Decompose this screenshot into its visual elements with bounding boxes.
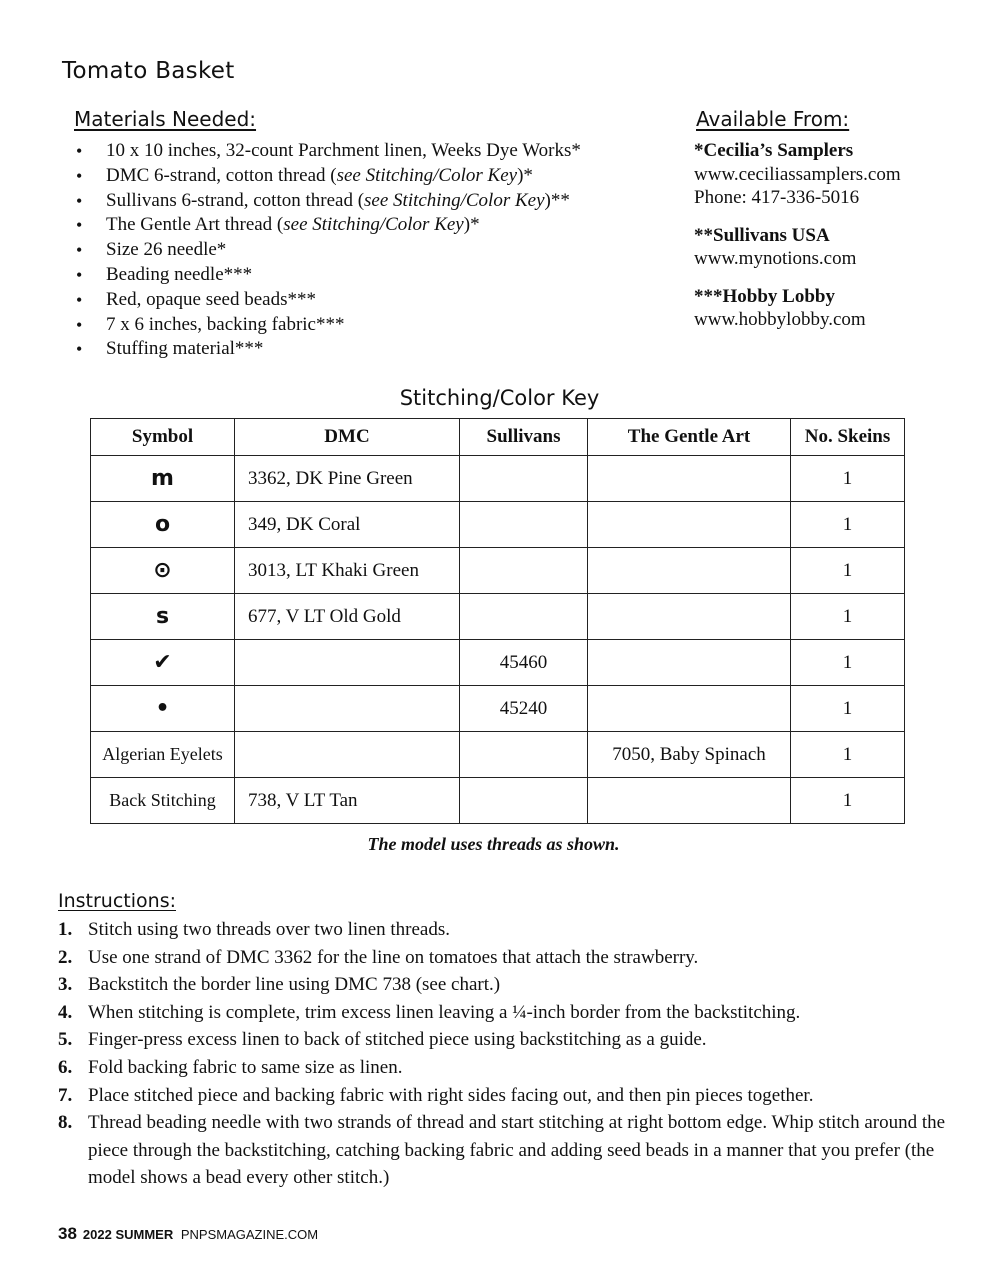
vendor-entry bbox=[694, 139, 984, 210]
vendor-marker: *** bbox=[694, 285, 723, 307]
sullivans-cell bbox=[460, 548, 588, 594]
skeins-cell: 1 bbox=[791, 548, 905, 594]
instruction-step bbox=[58, 916, 958, 944]
materials-item-text: )* bbox=[517, 164, 533, 186]
step-number: 6. bbox=[58, 1056, 73, 1078]
table-row bbox=[91, 548, 905, 594]
page-footer bbox=[58, 1224, 318, 1244]
materials-item-text: 10 x 10 inches, 32-count Parchment linen, Weeks Dye Works* bbox=[106, 140, 581, 161]
table-row bbox=[91, 686, 905, 732]
site-label: PNPSMAGAZINE.COM bbox=[180, 1227, 319, 1242]
sullivans-cell bbox=[460, 456, 588, 502]
materials-item-text: Sullivans 6-strand, cotton thread ( bbox=[106, 189, 365, 211]
col-header-skeins: No. Skeins bbox=[791, 419, 905, 456]
step-number: 5. bbox=[58, 1029, 73, 1051]
instruction-step bbox=[58, 1109, 958, 1192]
step-number: 8. bbox=[58, 1112, 73, 1134]
step-text: Thread beading needle with two strands of thread and start stitching at right bottom edge. Whip stitch around the piece through the backstitching, catching backing fabric and adding seed beads in a manner that you prefer (the model shows a bead every other stitch.) bbox=[88, 1112, 946, 1189]
instruction-step bbox=[58, 1026, 958, 1054]
materials-item bbox=[72, 139, 672, 164]
table-row bbox=[91, 502, 905, 548]
table-row bbox=[91, 594, 905, 640]
dmc-cell: 3362, DK Pine Green bbox=[235, 456, 460, 502]
materials-item-text: Size 26 needle* bbox=[106, 239, 227, 261]
step-number: 1. bbox=[58, 919, 73, 940]
stitching-color-key-table bbox=[90, 418, 905, 824]
dmc-cell bbox=[235, 686, 460, 732]
symbol-cell: m bbox=[91, 456, 235, 502]
col-header-symbol: Symbol bbox=[91, 419, 235, 456]
sullivans-cell bbox=[460, 594, 588, 640]
page-number: 38 bbox=[58, 1224, 77, 1243]
vendor-marker: ** bbox=[694, 224, 713, 246]
vendor-entry bbox=[694, 224, 984, 271]
materials-item-text: The Gentle Art thread ( bbox=[106, 214, 284, 236]
materials-item bbox=[72, 164, 672, 189]
gentle-art-cell bbox=[588, 686, 791, 732]
sullivans-cell: 45240 bbox=[460, 686, 588, 732]
col-header-gentle-art: The Gentle Art bbox=[588, 419, 791, 456]
materials-item-text: see Stitching/Color Key bbox=[336, 164, 518, 186]
step-text: Fold backing fabric to same size as linen. bbox=[88, 1056, 403, 1078]
vendor-name-line bbox=[694, 139, 984, 163]
dmc-cell bbox=[235, 732, 460, 778]
available-from-section bbox=[694, 107, 984, 346]
instruction-step bbox=[58, 1082, 958, 1110]
table-row bbox=[91, 732, 905, 778]
materials-heading: Materials Needed: bbox=[74, 107, 257, 131]
step-text: Backstitch the border line using DMC 738 (see chart.) bbox=[88, 974, 501, 996]
vendor-contact: www.hobbylobby.com bbox=[694, 309, 866, 330]
gentle-art-cell: 7050, Baby Spinach bbox=[588, 732, 791, 778]
gentle-art-cell bbox=[588, 502, 791, 548]
vendor-name-text: Sullivans USA bbox=[713, 224, 830, 246]
materials-list bbox=[72, 139, 672, 362]
materials-item-text: )** bbox=[544, 189, 570, 211]
step-number: 4. bbox=[58, 1001, 73, 1023]
key-caption: The model uses threads as shown. bbox=[367, 834, 620, 854]
step-text: When stitching is complete, trim excess linen leaving a ¼-inch border from the backstitching. bbox=[88, 1001, 801, 1023]
symbol-cell: ⊙ bbox=[91, 548, 235, 594]
skeins-cell: 1 bbox=[791, 502, 905, 548]
symbol-cell: ✔ bbox=[91, 640, 235, 686]
vendor-name bbox=[694, 286, 835, 307]
instructions-list bbox=[58, 916, 958, 1192]
table-header-row bbox=[91, 419, 905, 456]
skeins-cell: 1 bbox=[791, 778, 905, 824]
vendor-contact: Phone: 417-336-5016 bbox=[694, 187, 860, 208]
gentle-art-cell bbox=[588, 778, 791, 824]
table-row bbox=[91, 778, 905, 824]
vendor-entry bbox=[694, 285, 984, 332]
dmc-cell: 677, V LT Old Gold bbox=[235, 594, 460, 640]
skeins-cell: 1 bbox=[791, 594, 905, 640]
col-header-dmc: DMC bbox=[235, 419, 460, 456]
vendor-contact: www.ceciliassamplers.com bbox=[694, 163, 901, 185]
materials-item-text: see Stitching/Color Key bbox=[283, 214, 464, 236]
table-row bbox=[91, 640, 905, 686]
gentle-art-cell bbox=[588, 456, 791, 502]
instructions-heading: Instructions: bbox=[58, 890, 176, 912]
instruction-step bbox=[58, 1054, 958, 1082]
materials-section bbox=[72, 107, 672, 362]
materials-item-text: Stuffing material*** bbox=[106, 338, 264, 360]
skeins-cell: 1 bbox=[791, 686, 905, 732]
symbol-cell: s bbox=[91, 594, 235, 640]
col-header-sullivans: Sullivans bbox=[460, 419, 588, 456]
vendor-name bbox=[694, 225, 830, 246]
materials-item bbox=[72, 213, 672, 238]
instruction-step bbox=[58, 999, 958, 1027]
issue-label: 2022 SUMMER bbox=[82, 1227, 174, 1242]
gentle-art-cell bbox=[588, 548, 791, 594]
step-text: Use one strand of DMC 3362 for the line on tomatoes that attach the strawberry. bbox=[88, 946, 699, 968]
sullivans-cell bbox=[460, 732, 588, 778]
step-text: Stitch using two threads over two linen threads. bbox=[88, 919, 450, 940]
symbol-cell: o bbox=[91, 502, 235, 548]
skeins-cell: 1 bbox=[791, 732, 905, 778]
instruction-step bbox=[58, 971, 958, 999]
skeins-cell: 1 bbox=[791, 640, 905, 686]
vendor-name-line bbox=[694, 285, 984, 309]
materials-item bbox=[72, 313, 672, 338]
materials-item bbox=[72, 288, 672, 313]
vendor-name-line bbox=[694, 224, 984, 248]
materials-item-text: see Stitching/Color Key bbox=[364, 189, 545, 211]
color-key-title: Stitching/Color Key bbox=[399, 386, 600, 410]
step-text: Finger-press excess linen to back of stitched piece using backstitching as a guide. bbox=[88, 1029, 707, 1051]
sullivans-cell: 45460 bbox=[460, 640, 588, 686]
step-text: Place stitched piece and backing fabric with right sides facing out, and then pin pieces together. bbox=[88, 1084, 814, 1106]
vendor-contact: www.mynotions.com bbox=[694, 248, 857, 269]
materials-item bbox=[72, 189, 672, 214]
vendor-name bbox=[694, 140, 853, 161]
materials-item-text: DMC 6-strand, cotton thread ( bbox=[106, 164, 337, 186]
step-number: 3. bbox=[58, 974, 73, 996]
vendor-name-text: Cecilia’s Samplers bbox=[703, 140, 854, 161]
sullivans-cell bbox=[460, 778, 588, 824]
symbol-cell: Algerian Eyelets bbox=[91, 732, 235, 778]
materials-item bbox=[72, 238, 672, 263]
vendor-name-text: Hobby Lobby bbox=[722, 285, 835, 307]
instructions-section bbox=[58, 890, 958, 1192]
table-row bbox=[91, 456, 905, 502]
symbol-cell: Back Stitching bbox=[91, 778, 235, 824]
materials-item bbox=[72, 263, 672, 288]
materials-item-text: Red, opaque seed beads*** bbox=[106, 288, 316, 310]
instruction-step bbox=[58, 944, 958, 972]
sullivans-cell bbox=[460, 502, 588, 548]
dmc-cell bbox=[235, 640, 460, 686]
skeins-cell: 1 bbox=[791, 456, 905, 502]
dmc-cell: 738, V LT Tan bbox=[235, 778, 460, 824]
gentle-art-cell bbox=[588, 640, 791, 686]
materials-item-text: )* bbox=[463, 214, 480, 236]
vendor-list bbox=[694, 139, 984, 332]
materials-item-text: Beading needle*** bbox=[106, 263, 253, 285]
vendor-marker: * bbox=[694, 140, 704, 161]
step-number: 7. bbox=[58, 1084, 73, 1106]
materials-item bbox=[72, 337, 672, 362]
dmc-cell: 3013, LT Khaki Green bbox=[235, 548, 460, 594]
page-title: Tomato Basket bbox=[62, 58, 235, 84]
gentle-art-cell bbox=[588, 594, 791, 640]
step-number: 2. bbox=[58, 946, 73, 968]
dmc-cell: 349, DK Coral bbox=[235, 502, 460, 548]
materials-item-text: 7 x 6 inches, backing fabric*** bbox=[106, 313, 345, 335]
available-from-heading: Available From: bbox=[696, 107, 850, 131]
symbol-cell: • bbox=[91, 686, 235, 732]
